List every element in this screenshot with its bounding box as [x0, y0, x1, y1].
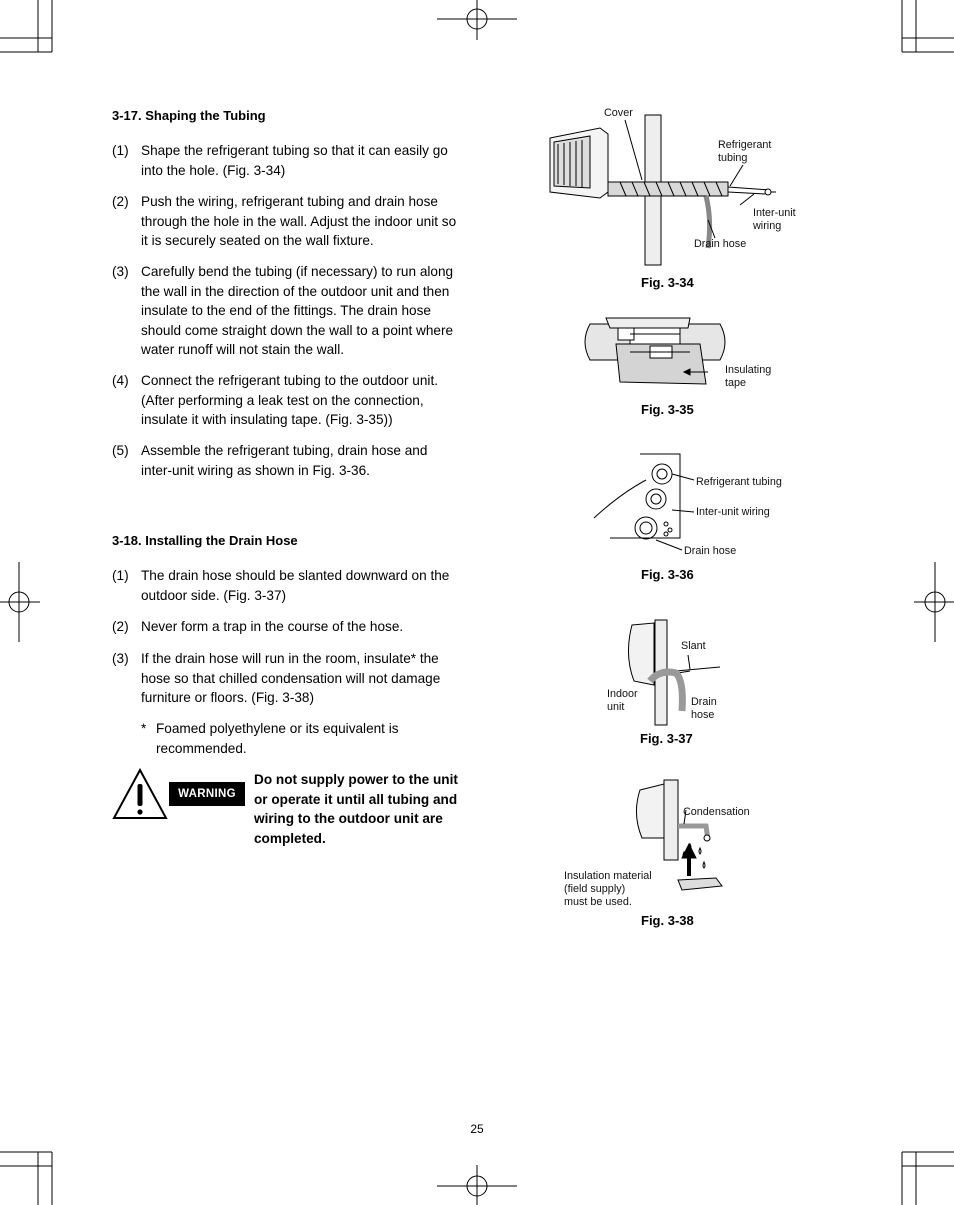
- fig-3-34-caption: Fig. 3-34: [641, 275, 694, 290]
- fig-3-34-label-inter-unit-wiring: Inter-unit wiring: [753, 207, 796, 232]
- page-number: 25: [470, 1122, 484, 1136]
- fig-3-35-label-insulating-tape: Insulating tape: [725, 364, 772, 389]
- fig-3-34-label-cover: Cover: [604, 107, 633, 119]
- fig-3-36-diagram: [590, 450, 690, 550]
- list-item: (1) The drain hose should be slanted downward on the outdoor side. (Fig. 3-37): [112, 568, 450, 603]
- section-heading-drain-hose: 3-18. Installing the Drain Hose: [112, 533, 298, 548]
- fig-3-37-label-indoor-unit: Indoor unit: [607, 688, 638, 713]
- fig-3-38-caption: Fig. 3-38: [641, 913, 694, 928]
- warning-triangle-icon: [112, 768, 168, 820]
- fig-3-36-caption: Fig. 3-36: [641, 567, 694, 582]
- footnote: * Foamed polyethylene or its equivalent is recommended.: [141, 721, 399, 756]
- fig-3-35-diagram: [580, 314, 730, 390]
- list-item: (5) Assemble the refrigerant tubing, drain hose and inter-unit wiring as shown in Fig. 3-36.: [112, 443, 428, 478]
- list-item: (1) Shape the refrigerant tubing so that it can easily go into the hole. (Fig. 3-34): [112, 143, 448, 178]
- fig-3-36-label-drain-hose: Drain hose: [684, 545, 737, 557]
- fig-3-34-diagram: [540, 110, 790, 270]
- fig-3-36-label-inter-unit-wiring: Inter-unit wiring: [696, 506, 770, 518]
- list-item: (3) Carefully bend the tubing (if necessary) to run along the wall in the direction of the outdoor unit and then insulate to the end of the fittings. The drain hose should come straight down the wall to a point where water runoff will not stain the wall.: [112, 264, 454, 358]
- warning-badge: WARNING: [169, 782, 245, 806]
- list-item: (4) Connect the refrigerant tubing to the outdoor unit.(After performing a leak test on the connection, insulate it with insulating tape. (Fig. 3-35)): [112, 373, 438, 428]
- fig-3-37-label-drain-hose: Drain hose: [691, 696, 717, 721]
- fig-3-35-caption: Fig. 3-35: [641, 402, 694, 417]
- list-item: (2) Push the wiring, refrigerant tubing and drain hose through the hole in the wall. Adjust the indoor unit so it is securely seated on the wall fixture.: [112, 194, 457, 249]
- fig-3-34-label-refrigerant-tubing: Refrigerant tubing: [718, 139, 772, 164]
- list-item: (2) Never form a trap in the course of the hose.: [112, 619, 404, 634]
- fig-3-38-label-insulation-material: Insulation material (field supply) must be used.: [564, 870, 652, 908]
- fig-3-37-label-slant: Slant: [681, 640, 706, 652]
- fig-3-37-caption: Fig. 3-37: [640, 731, 693, 746]
- warning-text: Do not supply power to the unit or operate it until all tubing and wiring to the outdoor unit are completed.: [254, 772, 458, 846]
- list-item: (3) If the drain hose will run in the room, insulate* the hose so that chilled condensation will not damage furniture or floors. (Fig. 3-38): [112, 651, 441, 706]
- fig-3-38-label-condensation: Condensation: [683, 806, 750, 818]
- fig-3-36-label-refrigerant-tubing: Refrigerant tubing: [696, 476, 782, 488]
- fig-3-34-label-drain-hose: Drain hose: [694, 238, 747, 250]
- section-heading-shaping-tubing: 3-17. Shaping the Tubing: [112, 108, 266, 123]
